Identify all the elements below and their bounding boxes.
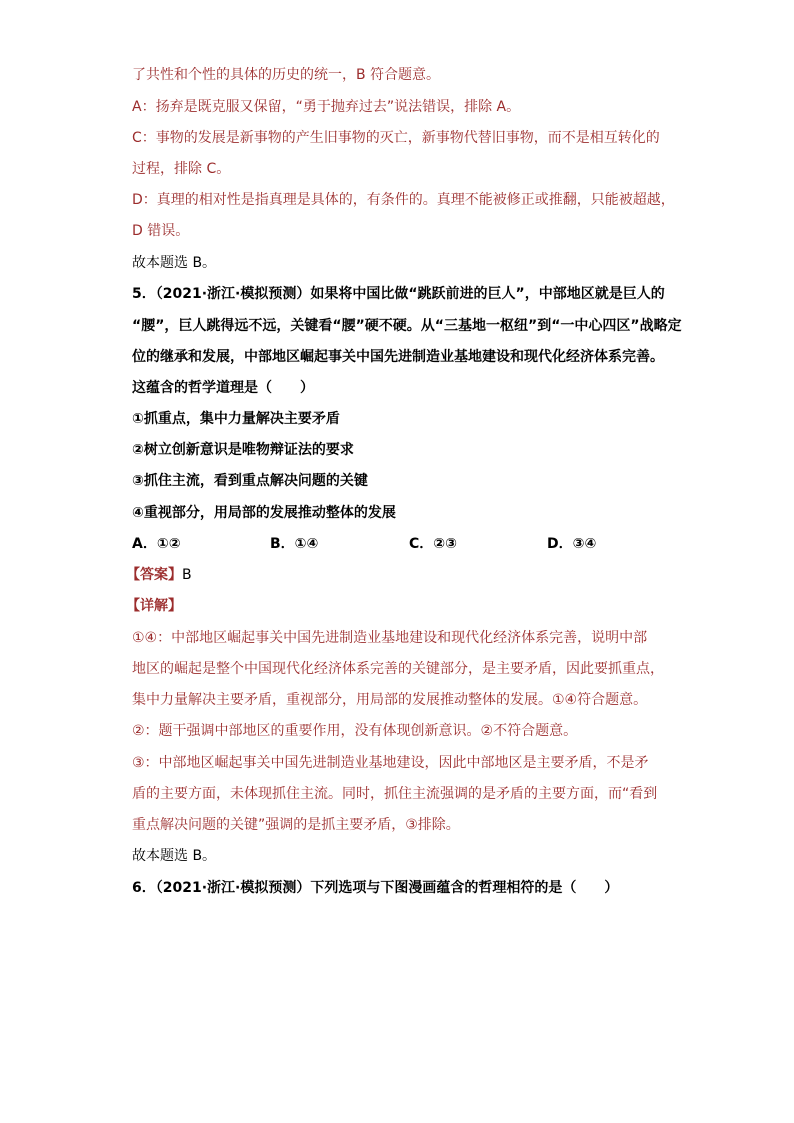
q5-statement-1: ①抓重点，集中力量解决主要矛盾: [132, 411, 340, 427]
prev-explanation-line: 过程，排除 C。: [132, 161, 231, 177]
q5-options: [132, 534, 652, 554]
q5-explanation-line: 重点解决问题的关键”强调的是抓主要矛盾，③排除。: [132, 817, 460, 833]
prev-conclusion: 故本题选 B。: [132, 255, 217, 271]
q5-statement-2: ②树立创新意识是唯物辩证法的要求: [132, 442, 354, 458]
prev-explanation-line: D：真理的相对性是指真理是具体的，有条件的。真理不能被修正或推翻，只能被超越，: [132, 192, 675, 208]
detail-tag: 【详解】: [126, 598, 182, 614]
prev-explanation-line: D 错误。: [132, 223, 190, 239]
q5-stem-line: 位的继承和发展，中部地区崛起事关中国先进制造业基地建设和现代化经济体系完善。: [132, 349, 664, 365]
q5-explanation-line: 盾的主要方面，未体现抓住主流。同时，抓住主流强调的是矛盾的主要方面，而“看到: [132, 786, 658, 802]
q5-stem-line: 这蕴含的哲学道理是（ ）: [132, 380, 314, 396]
q5-explanation-line: 集中力量解决主要矛盾，重视部分，用局部的发展推动整体的发展。①④符合题意。: [132, 692, 648, 708]
q5-option-b: B．①④: [270, 536, 319, 552]
q6-stem-line: 6．（2021·浙江·模拟预测）下列选项与下图漫画蕴含的哲理相符的是（ ）: [132, 880, 619, 896]
q5-explanation-line: ②：题干强调中部地区的重要作用，没有体现创新意识。②不符合题意。: [132, 723, 578, 739]
prev-explanation-line: C：事物的发展是新事物的产生旧事物的灭亡，新事物代替旧事物，而不是相互转化的: [132, 130, 660, 146]
q5-option-a: A．①②: [132, 536, 181, 552]
q5-option-c: C．②③: [409, 536, 457, 552]
q5-stem-line: 5．（2021·浙江·模拟预测）如果将中国比做“跳跃前进的巨人”，中部地区就是巨人的: [132, 286, 665, 302]
q5-statement-4: ④重视部分，用局部的发展推动整体的发展: [132, 505, 396, 521]
q5-statement-3: ③抓住主流，看到重点解决问题的关键: [132, 473, 368, 489]
q5-explanation-line: ①④：中部地区崛起事关中国先进制造业基地建设和现代化经济体系完善，说明中部: [132, 630, 648, 646]
q5-option-d: D．③④: [547, 536, 597, 552]
q5-explanation-line: 地区的崛起是整个中国现代化经济体系完善的关键部分，是主要矛盾，因此要抓重点，: [132, 661, 664, 677]
answer-value: B: [182, 567, 192, 583]
q5-conclusion: 故本题选 B。: [132, 848, 217, 864]
answer-tag: 【答案】: [126, 567, 182, 583]
q5-stem-line: “腰”，巨人跳得远不远，关键看“腰”硬不硬。从“三基地一枢纽”到“一中心四区”战略定: [132, 318, 682, 334]
prev-explanation-line: 了共性和个性的具体的历史的统一，B 符合题意。: [132, 67, 441, 83]
q5-answer: [126, 565, 192, 585]
prev-explanation-line: A：扬弃是既克服又保留，“勇于抛弃过去”说法错误，排除 A。: [132, 99, 521, 115]
q5-explanation-line: ③：中部地区崛起事关中国先进制造业基地建设，因此中部地区是主要矛盾，不是矛: [132, 755, 649, 771]
